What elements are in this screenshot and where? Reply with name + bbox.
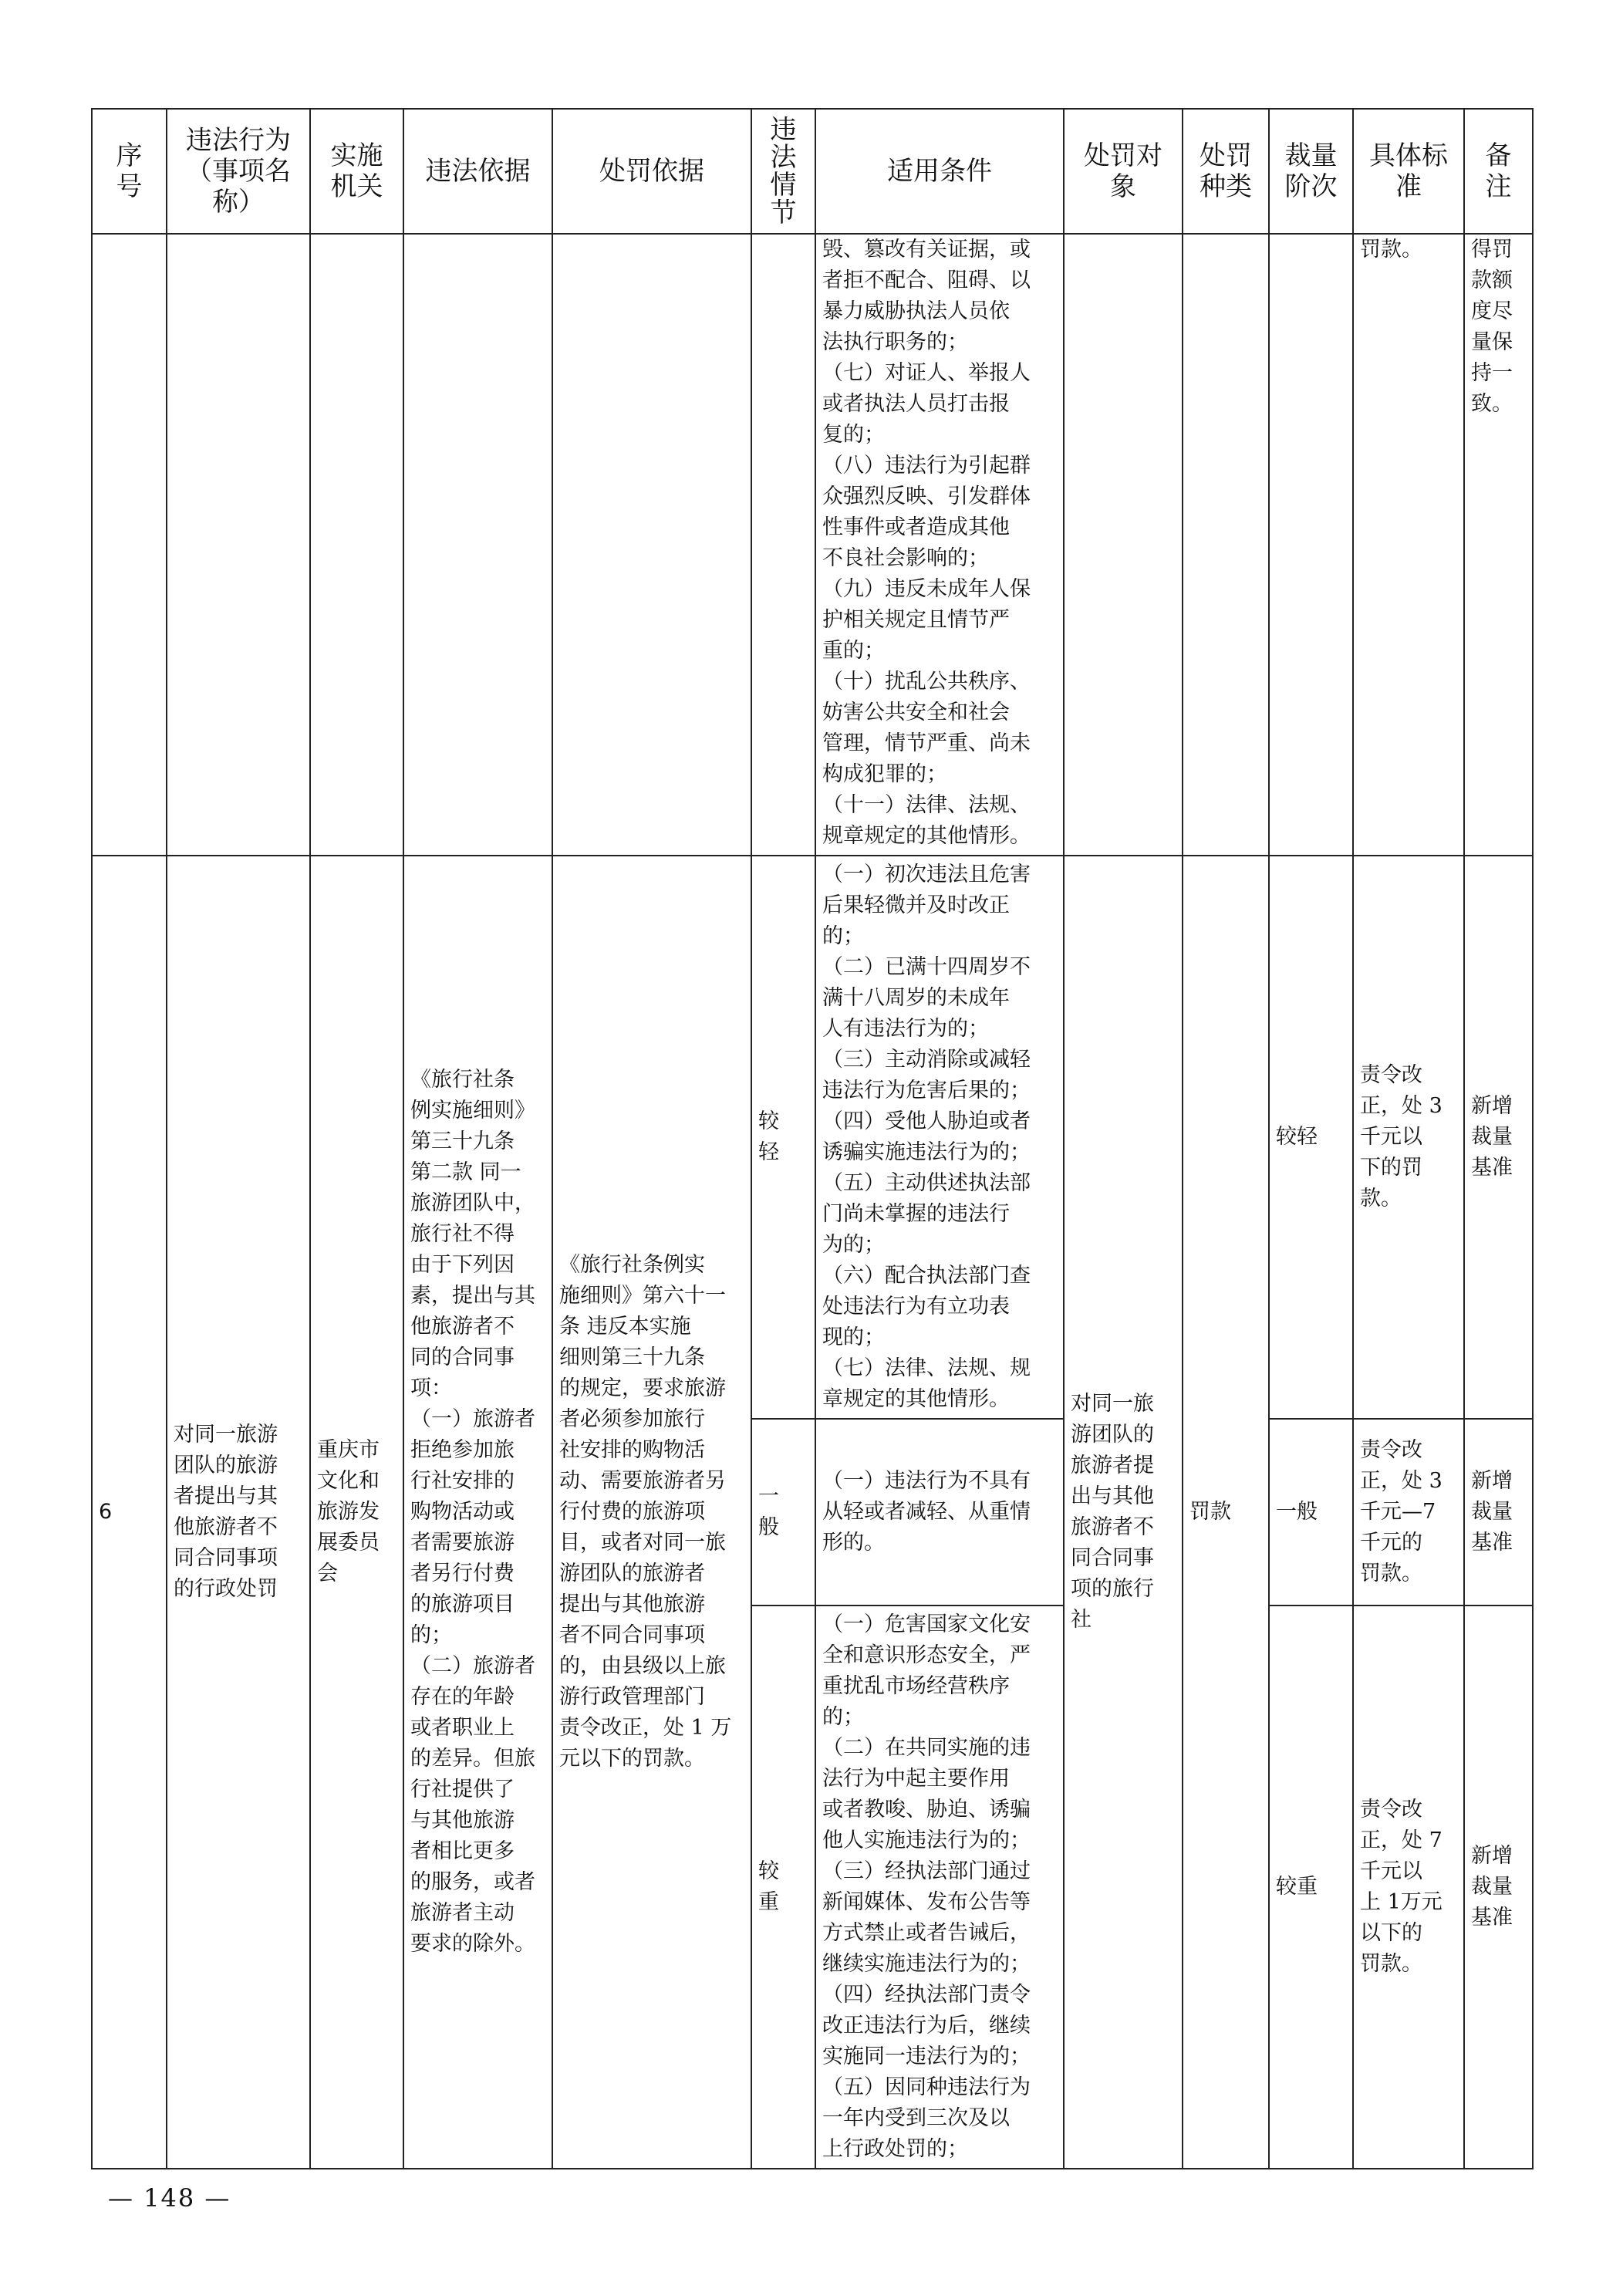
tier-heavy-conditions-line: （三）经执法部门通过 [822, 1859, 1031, 1883]
tier-light-standard-line: 责令改 [1360, 1063, 1422, 1087]
cont-penalty-type [1183, 234, 1269, 856]
tier-heavy-standard-line: 罚款。 [1360, 1952, 1422, 1976]
tier-heavy-remark-line: 基准 [1471, 1906, 1513, 1930]
cont-level [1269, 234, 1353, 856]
tier-general-situation [751, 1419, 815, 1606]
tier-heavy-conditions-line: （一）危害国家文化安 [822, 1612, 1031, 1636]
tier-heavy-standard-line: 千元以 [1360, 1859, 1422, 1883]
row6-no: 6 [92, 856, 167, 2169]
row6-penalty-basis-line: 者必须参加旅行 [559, 1407, 705, 1431]
cont-no [92, 234, 167, 856]
row6-target-line: 社 [1071, 1608, 1092, 1632]
tier-heavy-conditions-line: 的； [822, 1705, 864, 1729]
header-violation-basis: 违法依据 [403, 109, 552, 234]
tier-general-conditions-line: 形的。 [822, 1531, 885, 1555]
tier-heavy-conditions-line: 他人实施违法行为的； [822, 1828, 1031, 1852]
tier-general-situation-line: 般 [758, 1515, 779, 1539]
tier-light-situation-line: 较 [758, 1109, 779, 1133]
header-agency-line: 实施 [330, 140, 383, 171]
row6-violation-basis [403, 856, 552, 2169]
header-situation-line: 节 [770, 198, 797, 228]
row6-violation-basis-line: 《旅行社条 [410, 1068, 515, 1092]
penalty-table [91, 108, 1534, 2169]
tier-light-conditions-line: 满十八周岁的未成年 [822, 986, 1010, 1010]
row6-violation-basis-line: 例实施细则》 [410, 1099, 535, 1123]
cont-conditions-line: 者拒不配合、阻碍、以 [822, 268, 1031, 292]
header-situation-line: 违 [770, 114, 797, 145]
tier-light-conditions-line: （一）初次违法且危害 [822, 863, 1031, 886]
header-penalty-type-line: 处罚 [1200, 140, 1252, 171]
cont-conditions-line: 性事件或者造成其他 [822, 515, 1010, 539]
tier-general-standard-line: 正，处 3 [1360, 1469, 1442, 1493]
cont-standard-line: 罚款。 [1360, 238, 1422, 262]
row6-violation-basis-line: 者另行付费 [410, 1562, 515, 1585]
row6-violation-basis-line: 行社安排的 [410, 1469, 515, 1493]
row6-target-line: 出与其他 [1071, 1484, 1154, 1508]
header-behavior-line: 称） [212, 187, 265, 218]
tier-heavy-level: 较重 [1269, 1606, 1353, 2169]
row6-penalty-basis-line: 条 违反本实施 [559, 1315, 691, 1339]
row6-behavior-line: 他旅游者不 [174, 1515, 278, 1539]
header-standard-line: 具体标 [1369, 140, 1448, 171]
header-no-line: 号 [116, 171, 143, 202]
tier-light-conditions-line: （三）主动消除或减轻 [822, 1048, 1031, 1072]
continuation-row [92, 234, 1533, 856]
row6-penalty-type: 罚款 [1183, 856, 1269, 2169]
tier-light-conditions-line: （二）已满十四周岁不 [822, 955, 1031, 979]
tier-light-conditions-line: 门尚未掌握的违法行 [822, 1202, 1010, 1226]
header-remark [1464, 109, 1533, 234]
row6-behavior-line: 团队的旅游 [174, 1454, 278, 1477]
tier-general-standard [1353, 1419, 1464, 1606]
tier-heavy-conditions-line: （四）经执法部门责令 [822, 1983, 1031, 2007]
tier-heavy-conditions-line: 重扰乱市场经营秩序 [822, 1674, 1010, 1698]
cont-remark-line: 度尽 [1471, 299, 1513, 323]
cont-violation-basis [403, 234, 552, 856]
tier-heavy-conditions-line: 上行政处罚的； [822, 2137, 968, 2161]
cont-remark [1464, 234, 1533, 856]
row6-violation-basis-line: 旅行社不得 [410, 1222, 515, 1246]
row6-behavior [167, 856, 310, 2169]
cont-remark-line: 量保 [1471, 330, 1513, 354]
header-remark-line: 注 [1485, 171, 1512, 202]
row6-penalty-basis-line: 的，由县级以上旅 [559, 1654, 726, 1678]
row6-violation-basis-line: 的； [410, 1623, 452, 1647]
cont-situation [751, 234, 815, 856]
row6-behavior-line: 对同一旅游 [174, 1423, 278, 1447]
tier-light-conditions-line: 为的； [822, 1233, 885, 1257]
row6-violation-basis-line: 拒绝参加旅 [410, 1438, 515, 1462]
row6-target-line: 游团队的 [1071, 1423, 1154, 1447]
cont-conditions-line: 众强烈反映、引发群体 [822, 485, 1031, 508]
tier-general-standard-line: 责令改 [1360, 1438, 1422, 1462]
row6-agency-line: 重庆市 [317, 1438, 380, 1462]
cont-conditions-line: 毁、篡改有关证据，或 [822, 238, 1031, 262]
tier-light-level: 较轻 [1269, 856, 1353, 1419]
row6-penalty-basis-line: 游行政管理部门 [559, 1685, 705, 1709]
cont-conditions-line: 护相关规定且情节严 [822, 608, 1010, 632]
tier-general-remark-line: 裁量 [1471, 1500, 1513, 1524]
cont-conditions-line: （十）扰乱公共秩序、 [822, 670, 1031, 694]
tier-heavy-situation [751, 1606, 815, 2169]
page-number: — 148 — [108, 2183, 231, 2213]
row6-violation-basis-line: 的旅游项目 [410, 1592, 515, 1616]
row6-penalty-basis-line: 细则第三十九条 [559, 1346, 705, 1369]
header-level-line: 阶次 [1284, 171, 1338, 202]
tier-light-remark-line: 新增 [1471, 1094, 1513, 1118]
row6-agency-line: 旅游发 [317, 1500, 380, 1524]
header-penalty-basis: 处罚依据 [552, 109, 751, 234]
cont-remark-line: 款额 [1471, 268, 1513, 292]
tier-light-standard-line: 正，处 3 [1360, 1094, 1442, 1118]
row6-agency-line: 文化和 [317, 1469, 380, 1493]
header-level [1269, 109, 1353, 234]
header-standard-line: 准 [1395, 171, 1422, 202]
tier-light-conditions-line: 现的； [822, 1325, 885, 1349]
header-standard [1353, 109, 1464, 234]
tier-general-standard-line: 罚款。 [1360, 1562, 1422, 1585]
tier-heavy-standard-line: 上 1万元 [1360, 1890, 1442, 1914]
cont-conditions-line: 构成犯罪的； [822, 762, 947, 786]
cont-standard [1353, 234, 1464, 856]
cont-conditions-line: （九）违反未成年人保 [822, 577, 1031, 601]
row6-violation-basis-line: 由于下列因 [410, 1253, 515, 1277]
tier-heavy-standard-line: 责令改 [1360, 1798, 1422, 1822]
tier-light-conditions-line: （六）配合执法部门查 [822, 1264, 1031, 1288]
tier-light-standard-line: 下的罚 [1360, 1156, 1422, 1180]
cont-behavior [167, 234, 310, 856]
row6-violation-basis-line: （一）旅游者 [410, 1407, 535, 1431]
row6-violation-basis-line: 旅游者主动 [410, 1901, 515, 1925]
tier-heavy-conditions-line: 或者教唆、胁迫、诱骗 [822, 1798, 1031, 1822]
tier-general-conditions [815, 1419, 1064, 1606]
tier-light-standard [1353, 856, 1464, 1419]
header-target-line: 处罚对 [1084, 140, 1162, 171]
header-remark-line: 备 [1485, 140, 1512, 171]
row6-agency-line: 会 [317, 1562, 338, 1585]
row6-violation-basis-line: 旅游团队中， [410, 1191, 535, 1215]
tier-light-remark [1464, 856, 1533, 1419]
row6-violation-basis-line: 或者职业上 [410, 1716, 515, 1740]
header-situation [751, 109, 815, 234]
row6-violation-basis-line: 第三十九条 [410, 1129, 515, 1153]
cont-conditions-line: 重的； [822, 639, 885, 663]
row6-violation-basis-line: 第二款 同一 [410, 1160, 521, 1184]
tier-heavy-remark-line: 裁量 [1471, 1875, 1513, 1899]
cont-agency [310, 234, 403, 856]
row6-target-line: 旅游者提 [1071, 1454, 1154, 1477]
row6-violation-basis-line: 同的合同事 [410, 1346, 515, 1369]
header-row [92, 109, 1533, 234]
row6-penalty-basis-line: 《旅行社条例实 [559, 1253, 705, 1277]
cont-conditions [815, 234, 1064, 856]
row6-target-line: 项的旅行 [1071, 1577, 1154, 1601]
header-conditions: 适用条件 [815, 109, 1064, 234]
row6-target-line: 旅游者不 [1071, 1515, 1154, 1539]
tier-general-remark [1464, 1419, 1533, 1606]
cont-conditions-line: （十一）法律、法规、 [822, 793, 1031, 817]
tier-light-standard-line: 千元以 [1360, 1125, 1422, 1149]
tier-heavy-standard [1353, 1606, 1464, 2169]
tier-heavy-conditions-line: 实施同一违法行为的； [822, 2044, 1031, 2068]
tier-heavy-remark-line: 新增 [1471, 1844, 1513, 1868]
row6-tier-light [92, 856, 1533, 1419]
header-behavior [167, 109, 310, 234]
row6-penalty-basis [552, 856, 751, 2169]
tier-general-level: 一般 [1269, 1419, 1353, 1606]
row6-target-line: 对同一旅 [1071, 1392, 1154, 1416]
tier-light-conditions-line: （七）法律、法规、规 [822, 1356, 1031, 1380]
row6-violation-basis-line: 存在的年龄 [410, 1685, 515, 1709]
cont-conditions-line: 规章规定的其他情形。 [822, 824, 1031, 848]
tier-heavy-conditions-line: 新闻媒体、发布公告等 [822, 1890, 1031, 1914]
cont-conditions-line: （七）对证人、举报人 [822, 361, 1031, 385]
tier-general-standard-line: 千元—7 [1360, 1500, 1436, 1524]
tier-light-conditions-line: 人有违法行为的； [822, 1017, 989, 1041]
tier-light-conditions [815, 856, 1064, 1419]
row6-violation-basis-line: 要求的除外。 [410, 1932, 535, 1956]
cont-conditions-line: 法执行职务的； [822, 330, 968, 354]
row6-violation-basis-line: 与其他旅游 [410, 1808, 515, 1832]
row6-agency [310, 856, 403, 2169]
tier-heavy-conditions-line: 方式禁止或者告诫后， [822, 1921, 1031, 1945]
header-behavior-line: （事项名 [186, 156, 291, 187]
header-no [92, 109, 167, 234]
tier-heavy-conditions-line: 一年内受到三次及以 [822, 2106, 1010, 2130]
cont-conditions-line: 或者执法人员打击报 [822, 392, 1010, 416]
row6-penalty-basis-line: 的规定，要求旅游 [559, 1376, 726, 1400]
row6-violation-basis-line: 项： [410, 1376, 452, 1400]
tier-light-conditions-line: 章规定的其他情形。 [822, 1387, 1010, 1411]
tier-light-situation-line: 轻 [758, 1140, 779, 1164]
row6-penalty-basis-line: 责令改正，处 1 万 [559, 1716, 732, 1740]
tier-general-conditions-line: 从轻或者减轻、从重情 [822, 1500, 1031, 1524]
row6-penalty-basis-line: 施细则》第六十一 [559, 1284, 726, 1308]
row6-violation-basis-line: 他旅游者不 [410, 1315, 515, 1339]
tier-light-remark-line: 基准 [1471, 1156, 1513, 1180]
cont-target [1064, 234, 1183, 856]
row6-behavior-line: 者提出与其 [174, 1484, 278, 1508]
tier-light-conditions-line: 违法行为危害后果的； [822, 1079, 1031, 1102]
cont-conditions-line: 不良社会影响的； [822, 546, 989, 570]
header-no-line: 序 [116, 140, 143, 171]
tier-general-remark-line: 基准 [1471, 1531, 1513, 1555]
tier-heavy-conditions-line: （五）因同种违法行为 [822, 2075, 1031, 2099]
tier-heavy-conditions-line: 全和意识形态安全，严 [822, 1643, 1031, 1667]
header-behavior-line: 违法行为 [186, 125, 291, 156]
cont-remark-line: 致。 [1471, 392, 1513, 416]
tier-heavy-situation-line: 较 [758, 1859, 779, 1883]
header-penalty-type-line: 种类 [1200, 171, 1252, 202]
cont-conditions-line: （八）违法行为引起群 [822, 454, 1031, 478]
header-target-line: 象 [1110, 171, 1136, 202]
header-agency [310, 109, 403, 234]
row6-penalty-basis-line: 社安排的购物活 [559, 1438, 705, 1462]
row6-target-line: 同合同事 [1071, 1546, 1154, 1570]
cont-conditions-line: 妨害公共安全和社会 [822, 701, 1010, 724]
header-target [1064, 109, 1183, 234]
header-situation-line: 情 [770, 170, 797, 201]
row6-violation-basis-line: 购物活动或 [410, 1500, 515, 1524]
tier-light-conditions-line: 处违法行为有立功表 [822, 1295, 1010, 1319]
tier-light-standard-line: 款。 [1360, 1187, 1402, 1210]
header-penalty-type [1183, 109, 1269, 234]
row6-behavior-line: 的行政处罚 [174, 1577, 278, 1601]
tier-general-conditions-line: （一）违法行为不具有 [822, 1469, 1031, 1493]
row6-behavior-line: 同合同事项 [174, 1546, 278, 1570]
row6-violation-basis-line: 的服务，或者 [410, 1870, 535, 1894]
row6-violation-basis-line: 者相比更多 [410, 1839, 515, 1863]
tier-light-conditions-line: 的； [822, 924, 864, 948]
tier-general-standard-line: 千元的 [1360, 1531, 1422, 1555]
cont-conditions-line: 管理，情节严重、尚未 [822, 731, 1031, 755]
row6-violation-basis-line: 者需要旅游 [410, 1531, 515, 1555]
cont-conditions-line: 复的； [822, 423, 885, 447]
header-agency-line: 机关 [330, 171, 383, 202]
row6-violation-basis-line: 的差异。但旅 [410, 1747, 535, 1771]
tier-heavy-standard-line: 以下的 [1360, 1921, 1422, 1945]
row6-target [1064, 856, 1183, 2169]
tier-light-remark-line: 裁量 [1471, 1125, 1513, 1149]
tier-general-situation-line: 一 [758, 1484, 779, 1508]
row6-penalty-basis-line: 元以下的罚款。 [559, 1747, 705, 1771]
tier-heavy-standard-line: 正，处 7 [1360, 1828, 1442, 1852]
row6-violation-basis-line: 素，提出与其 [410, 1284, 535, 1308]
tier-light-conditions-line: 诱骗实施违法行为的； [822, 1140, 1031, 1164]
tier-heavy-conditions-line: 改正违法行为后，继续 [822, 2014, 1031, 2038]
row6-agency-line: 展委员 [317, 1531, 380, 1555]
tier-heavy-conditions-line: （二）在共同实施的违 [822, 1736, 1031, 1760]
row6-violation-basis-line: 行社提供了 [410, 1778, 515, 1801]
tier-heavy-conditions-line: 法行为中起主要作用 [822, 1767, 1010, 1791]
cont-conditions-line: 暴力威胁执法人员依 [822, 299, 1010, 323]
row6-penalty-basis-line: 游团队的旅游者 [559, 1562, 705, 1585]
cont-penalty-basis [552, 234, 751, 856]
row6-penalty-basis-line: 者不同合同事项 [559, 1623, 705, 1647]
row6-violation-basis-line: （二）旅游者 [410, 1654, 535, 1678]
tier-light-situation [751, 856, 815, 1419]
tier-heavy-conditions [815, 1606, 1064, 2169]
tier-general-remark-line: 新增 [1471, 1469, 1513, 1493]
cont-remark-line: 得罚 [1471, 238, 1513, 262]
tier-light-conditions-line: （五）主动供述执法部 [822, 1171, 1031, 1195]
tier-light-conditions-line: 后果轻微并及时改正 [822, 893, 1010, 917]
cont-remark-line: 持一 [1471, 361, 1513, 385]
row6-penalty-basis-line: 动、需要旅游者另 [559, 1469, 726, 1493]
tier-heavy-situation-line: 重 [758, 1890, 779, 1914]
header-situation-line: 法 [770, 142, 797, 173]
tier-heavy-conditions-line: 继续实施违法行为的； [822, 1952, 1031, 1976]
row6-penalty-basis-line: 行付费的旅游项 [559, 1500, 705, 1524]
row6-penalty-basis-line: 目，或者对同一旅 [559, 1531, 726, 1555]
header-level-line: 裁量 [1284, 140, 1338, 171]
tier-heavy-remark [1464, 1606, 1533, 2169]
tier-light-conditions-line: （四）受他人胁迫或者 [822, 1109, 1031, 1133]
row6-penalty-basis-line: 提出与其他旅游 [559, 1592, 705, 1616]
